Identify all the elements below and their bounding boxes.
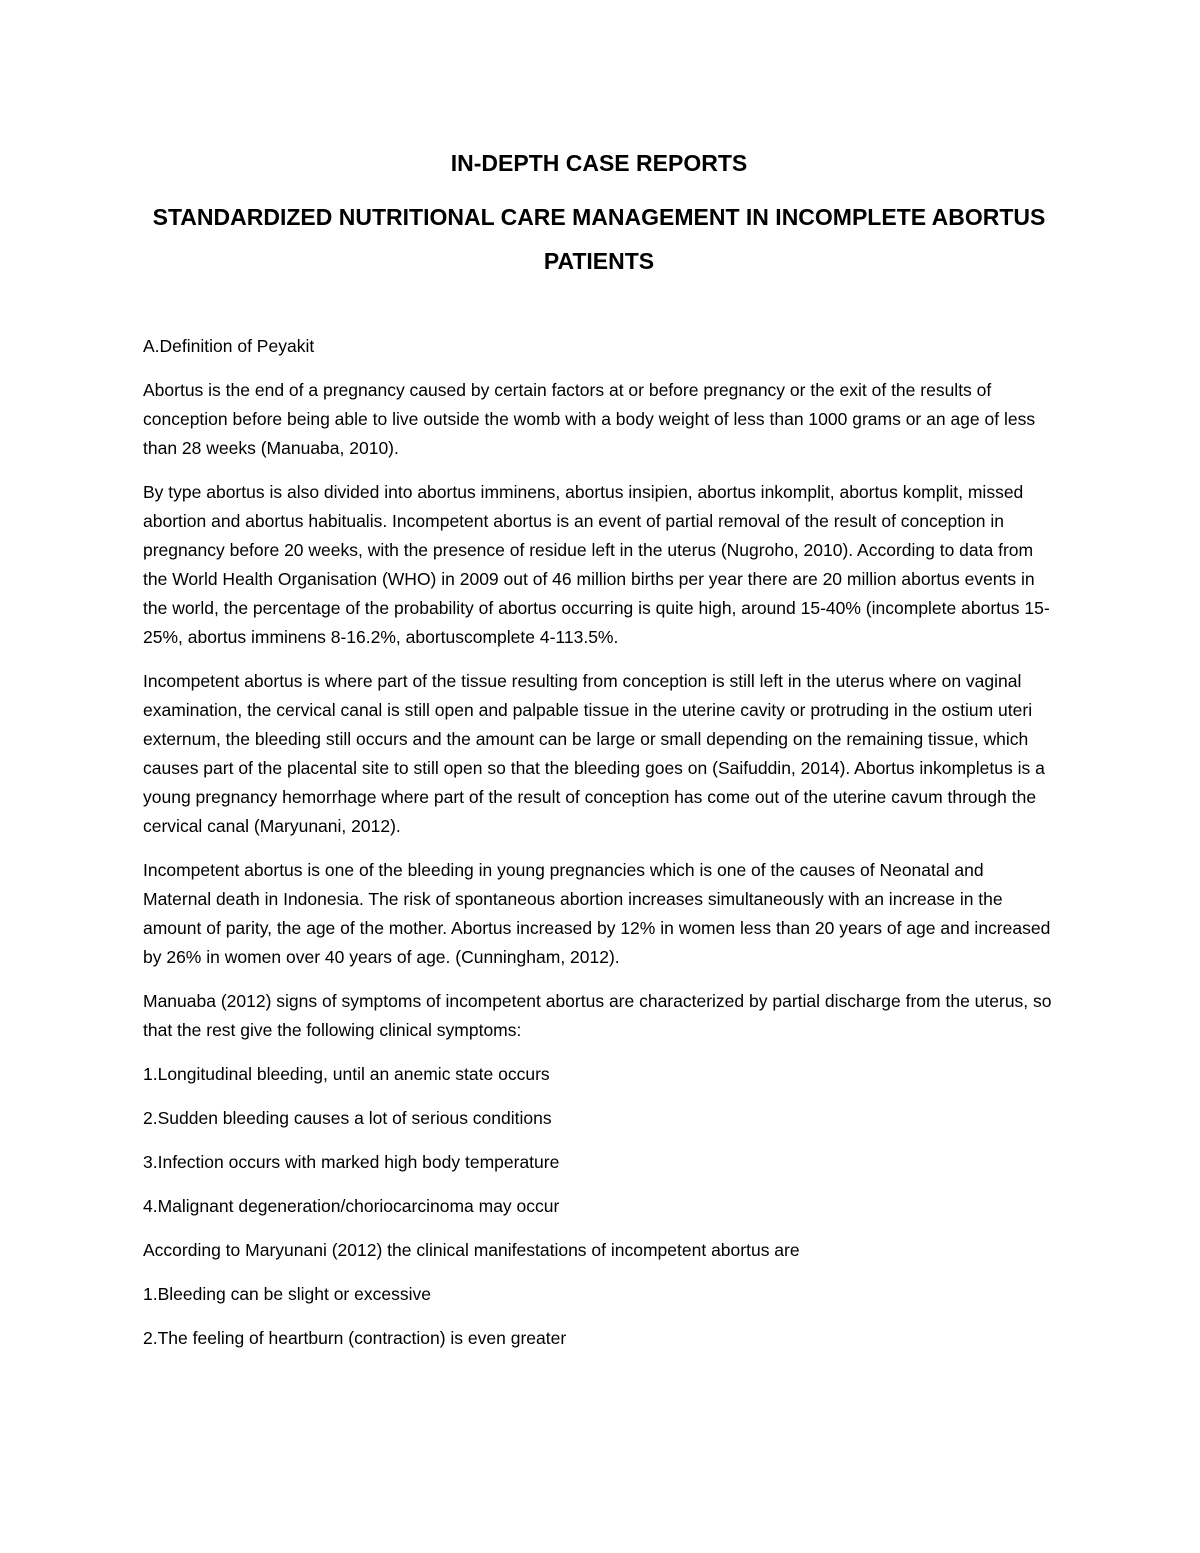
- list-item: 4.Malignant degeneration/choriocarcinoma may occur: [143, 1196, 560, 1216]
- paragraph: Abortus is the end of a pregnancy caused by certain factors at or before pregnancy or the exit of the results of conception before being able to live outside the womb with a body weight of less than 1000 grams or an age of less than 28 weeks (Manuaba, 2010).: [143, 380, 1036, 458]
- document-title: IN-DEPTH CASE REPORTS: [450, 150, 748, 176]
- section-heading: A.Definition of Peyakit: [143, 336, 315, 356]
- list-item: 1.Bleeding can be slight or excessive: [143, 1284, 431, 1304]
- document-body: [143, 332, 1055, 1368]
- list-item: 2.The feeling of heartburn (contraction) is even greater: [143, 1328, 567, 1348]
- paragraph: By type abortus is also divided into abortus imminens, abortus insipien, abortus inkomplit, abortus komplit, missed abortion and abortus habitualis. Incompetent abortus is an event of partial removal of the result of conception in pregnancy before 20 weeks, with the presence of residue left in the uterus (Nugroho, 2010). According to data from the World Health Organisation (WHO) in 2009 out of 46 million births per year there are 20 million abortus events in the world, the percentage of the probability of abortus occurring is quite high, around 15-40% (incomplete abortus 15-25%, abortus imminens 8-16.2%, abortuscomplete 4-113.5%.: [143, 482, 1050, 647]
- list-item: 1.Longitudinal bleeding, until an anemic state occurs: [143, 1064, 550, 1084]
- document-subtitle: STANDARDIZED NUTRITIONAL CARE MANAGEMENT IN INCOMPLETE ABORTUS PATIENTS: [152, 204, 1046, 274]
- list-item: 2.Sudden bleeding causes a lot of serious conditions: [143, 1108, 552, 1128]
- paragraph: Incompetent abortus is where part of the tissue resulting from conception is still left in the uterus where on vaginal examination, the cervical canal is still open and palpable tissue in the uterine cavity or protruding in the ostium uteri externum, the bleeding still occurs and the amount can be large or small depending on the remaining tissue, which causes part of the placental site to still open so that the bleeding goes on (Saifuddin, 2014). Abortus inkompletus is a young pregnancy hemorrhage where part of the result of conception has come out of the uterine cavum through the cervical canal (Maryunani, 2012).: [143, 671, 1045, 836]
- paragraph: According to Maryunani (2012) the clinical manifestations of incompetent abortus are: [143, 1240, 800, 1260]
- paragraph: Incompetent abortus is one of the bleeding in young pregnancies which is one of the causes of Neonatal and Maternal death in Indonesia. The risk of spontaneous abortion increases simultaneously with an increase in the amount of parity, the age of the mother. Abortus increased by 12% in women less than 20 years of age and increased by 26% in women over 40 years of age. (Cunningham, 2012).: [143, 860, 1051, 967]
- paragraph: Manuaba (2012) signs of symptoms of incompetent abortus are characterized by partial discharge from the uterus, so that the rest give the following clinical symptoms:: [143, 991, 1052, 1040]
- list-item: 3.Infection occurs with marked high body temperature: [143, 1152, 560, 1172]
